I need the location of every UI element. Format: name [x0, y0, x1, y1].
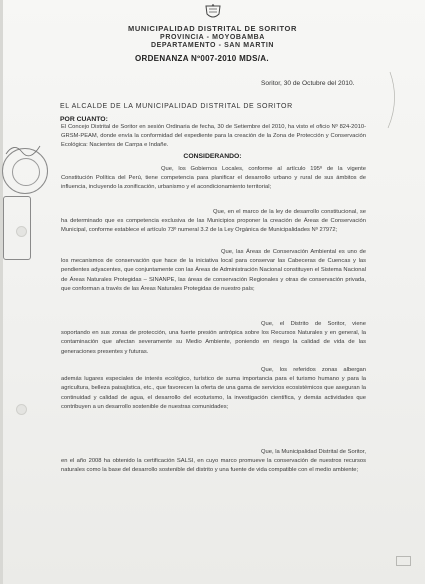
punch-hole	[16, 226, 27, 237]
municipal-crest-icon	[203, 4, 223, 20]
considerando-paragraph-6: Que, la Municipalidad Distrital de Soritor, en el año 2008 ha obtenido la certificación SALSI, en cuyo marco promueve la conservación de nuestros recursos naturales como la base del desarrollo sostenible del distrito y una fuente de vida compatible con el medio ambiente;	[61, 449, 366, 474]
margin-mark	[370, 70, 410, 130]
header-line-1: MUNICIPALIDAD DISTRITAL DE SORITOR	[127, 24, 297, 33]
por-cuanto-text: El Concejo Distrital de Soritor en sesión Ordinaria de fecha, 30 de Setiembre del 2010, ha visto el oficio Nº 824-2010-GRSM-PEAM, donde envía la conformidad del expediente para la creación de la Zona de Protección y Conservación Ecológica: Nacientes de Carrpa e Indañe.	[61, 124, 366, 149]
header-line-2: PROVINCIA - MOYOBAMBA	[160, 34, 265, 41]
document-date: Soritor, 30 de Octubre del 2010.	[261, 80, 355, 87]
ordinance-number: ORDENANZA Nº007-2010 MDS/A.	[135, 54, 269, 63]
considerando-paragraph-4: Que, el Distrito de Soritor, viene soportando en sus zonas de protección, una fuerte presión antrópica sobre los Recursos Naturales y en general, la contaminación que afectan severamente su Medio Ambiente, poniendo en riesgo la calidad de vida de las generaciones presentes y futuras.	[61, 321, 366, 355]
corner-box	[396, 556, 411, 566]
signature-mark	[4, 140, 44, 160]
stamp-inner-ring	[12, 158, 40, 186]
header-line-3: DEPARTAMENTO - SAN MARTIN	[150, 42, 275, 49]
paper-edge	[0, 0, 3, 584]
considerando-paragraph-3: Que, las Áreas de Conservación Ambiental es uno de los mecanismos de conservación que hace de la iniciativa local para conservar las Cabeceras de Cuencas y las pendientes adyacentes, que conjuntamente con las Áreas de Administración Nacional constituyen el Sistema Nacional de Áreas Naturales Protegidas – SINANPE, las áreas de conservación Regionales y otras de conservación privada, que conforman a través de las Áreas Naturales Protegidas de nuestro país;	[61, 249, 366, 292]
considerando-heading: CONSIDERANDO:	[183, 153, 242, 160]
considerando-paragraph-5: Que, los referidos zonas albergan además lugares especiales de interés ecológico, turístico de suma importancia para el turismo humano y para la agricultura, belleza paisajística, etc., que favorecen la oferta de una gama de servicios ecosistémicos que aseguran la continuidad y calidad de agua, el desarrollo del ecoturismo, la investigación científica, y demás actividades que contribuyen a un desarrollo sostenible de nuestras comunidades;	[61, 367, 366, 410]
punch-hole	[16, 404, 27, 415]
considerando-paragraph-2: Que, en el marco de la ley de desarrollo constitucional, se ha determinado que es competencia exclusiva de las Municipios proponer la creación de Áreas de Conservación Municipal, conforme establece el artículo 73º numeral 3.2 de la Ley Orgánica de Municipalidades Nº 27972;	[61, 209, 366, 234]
considerando-paragraph-1: Que, los Gobiernos Locales, conforme al artículo 195º de la vigente Constitución Política del Perú, tiene competencia para planificar el desarrollo urbano y rural de sus ámbitos de influencia, incluyendo la zonificación, urbanismo y el acondicionamiento territorial;	[61, 166, 366, 191]
por-cuanto-heading: POR CUANTO:	[60, 116, 108, 123]
addressee-line: EL ALCALDE DE LA MUNICIPALIDAD DISTRITAL DE SORITOR	[60, 103, 293, 110]
